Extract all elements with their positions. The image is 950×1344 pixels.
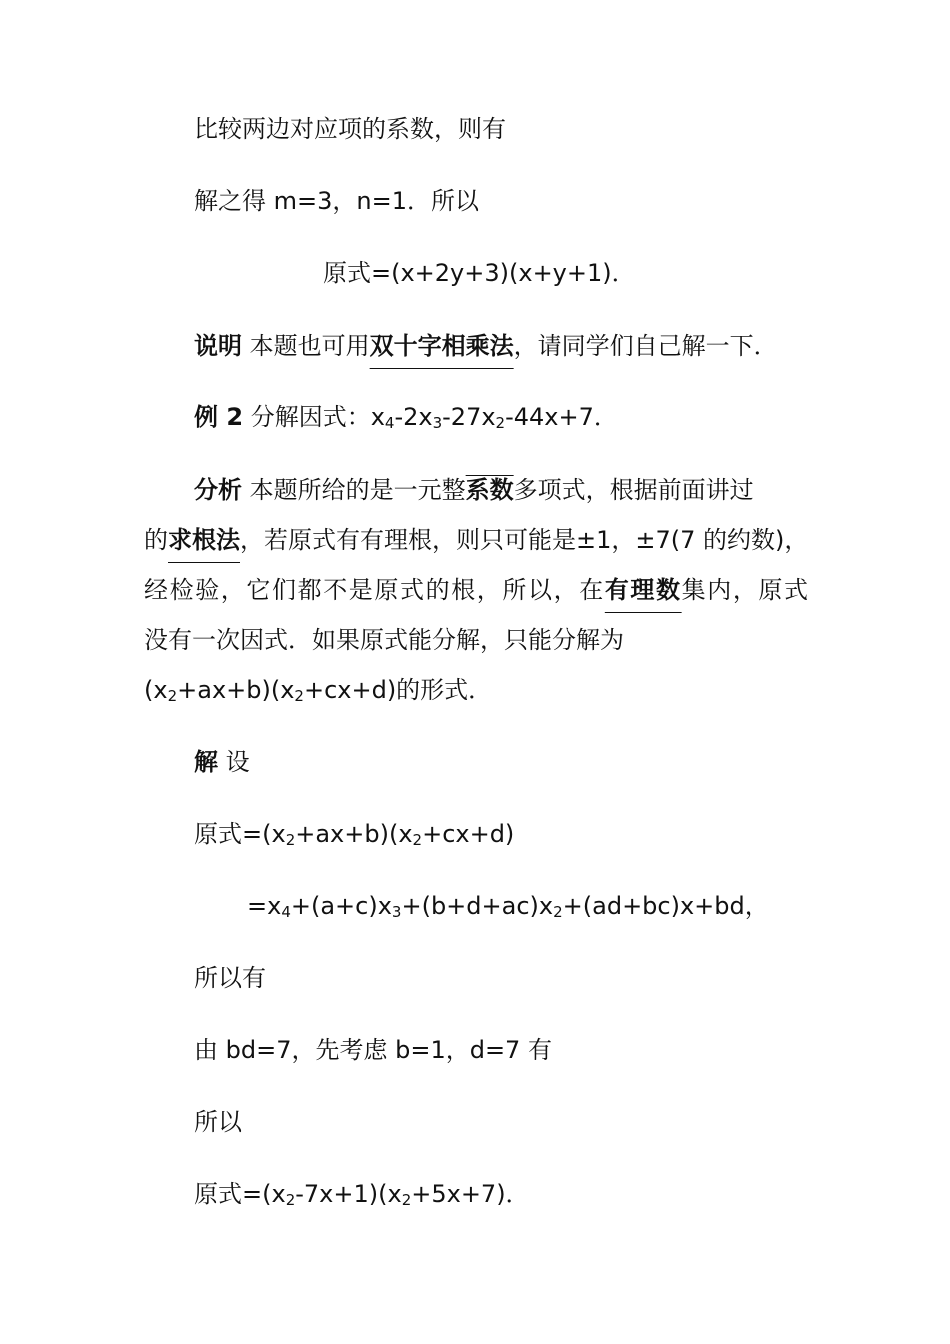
analysis-line-1 xyxy=(194,473,754,507)
final-exp-1: 2 xyxy=(285,1191,296,1209)
analysis-l5c: +cx+d)的形式． xyxy=(303,676,493,704)
analysis-l1c: 多项式，根据前面讲过 xyxy=(513,476,754,504)
text-line-so-we-have: 所以有 xyxy=(194,964,266,992)
analysis-label: 分析 xyxy=(194,476,242,504)
analysis-line-5 xyxy=(144,673,492,707)
example-term-2: -27x xyxy=(442,403,496,431)
eq2-exp-3: 2 xyxy=(553,903,563,921)
note-paragraph xyxy=(194,329,778,363)
eq1-part-b: +ax+b)(x xyxy=(295,820,413,848)
analysis-term-rational: 有理数 xyxy=(604,576,682,604)
eq2-part-a: =x xyxy=(247,892,282,920)
example-2-heading xyxy=(194,400,618,434)
text-line-bd: 由 bd=7，先考虑 b=1，d=7 有 xyxy=(194,1036,552,1064)
final-part-a: 原式=(x xyxy=(194,1180,286,1208)
eq1-part-c: +cx+d) xyxy=(422,820,515,848)
analysis-l5a: (x xyxy=(144,676,168,704)
eq2-part-d: +(ad+bc)x+bd， xyxy=(562,892,769,920)
note-text-b: ，请同学们自己解一下． xyxy=(513,332,778,360)
note-label: 说明 xyxy=(194,332,242,360)
example-label: 例 2 xyxy=(194,403,244,431)
analysis-l2a: 的 xyxy=(144,526,168,554)
example-exp-3: 3 xyxy=(432,414,443,432)
analysis-term-root-method: 求根法 xyxy=(168,526,240,554)
solution-label: 解 xyxy=(194,748,218,776)
equation-result-1: 原式=(x+2y+3)(x+y+1)． xyxy=(323,259,636,287)
eq2-part-b: +(a+c)x xyxy=(290,892,392,920)
analysis-l3a: 经检验，它们都不是原式的根，所以，在 xyxy=(144,576,605,604)
final-part-c: +5x+7)． xyxy=(411,1180,530,1208)
eq1-part-a: 原式=(x xyxy=(194,820,286,848)
solution-text: 设 xyxy=(225,748,250,776)
final-part-b: -7x+1)(x xyxy=(295,1180,402,1208)
example-term-3: -44x+7． xyxy=(505,403,618,431)
eq2-exp-2: 3 xyxy=(391,903,402,921)
eq2-exp-1: 4 xyxy=(281,903,291,921)
analysis-term-coefficient: 系数 xyxy=(465,476,514,504)
example-exp-2: 2 xyxy=(495,414,506,432)
example-term-1: -2x xyxy=(394,403,433,431)
analysis-line-3 xyxy=(144,573,808,607)
analysis-l5-exp-1: 2 xyxy=(167,687,178,705)
final-exp-2: 2 xyxy=(401,1191,412,1209)
solution-equation-1 xyxy=(194,817,514,851)
eq1-exp-1: 2 xyxy=(285,831,296,849)
analysis-l5b: +ax+b)(x xyxy=(177,676,295,704)
final-result-equation xyxy=(194,1177,530,1211)
analysis-l1a: 本题所给的是一元整 xyxy=(249,476,466,504)
analysis-line-2 xyxy=(144,523,808,557)
example-exp-4: 4 xyxy=(384,414,395,432)
text-line-therefore: 所以 xyxy=(194,1108,242,1136)
text-line-compare-coefficients: 比较两边对应项的系数，则有 xyxy=(194,115,506,143)
analysis-l5-exp-2: 2 xyxy=(294,687,304,705)
text-line-solve-mn: 解之得 m=3，n=1．所以 xyxy=(194,187,479,215)
note-text-a: 本题也可用 xyxy=(249,332,370,360)
solution-heading xyxy=(194,745,250,779)
example-prefix: 分解因式：x xyxy=(250,403,385,431)
eq1-exp-2: 2 xyxy=(412,831,423,849)
eq2-part-c: +(b+d+ac)x xyxy=(401,892,554,920)
solution-equation-2 xyxy=(247,889,769,923)
note-term-double-cross: 双十字相乘法 xyxy=(369,332,514,360)
analysis-l2c: ，若原式有有理根，则只可能是±1，±7(7 的约数)， xyxy=(240,526,809,554)
analysis-line-4: 没有一次因式．如果原式能分解，只能分解为 xyxy=(144,626,624,654)
analysis-l3c: 集内，原式 xyxy=(681,576,809,604)
